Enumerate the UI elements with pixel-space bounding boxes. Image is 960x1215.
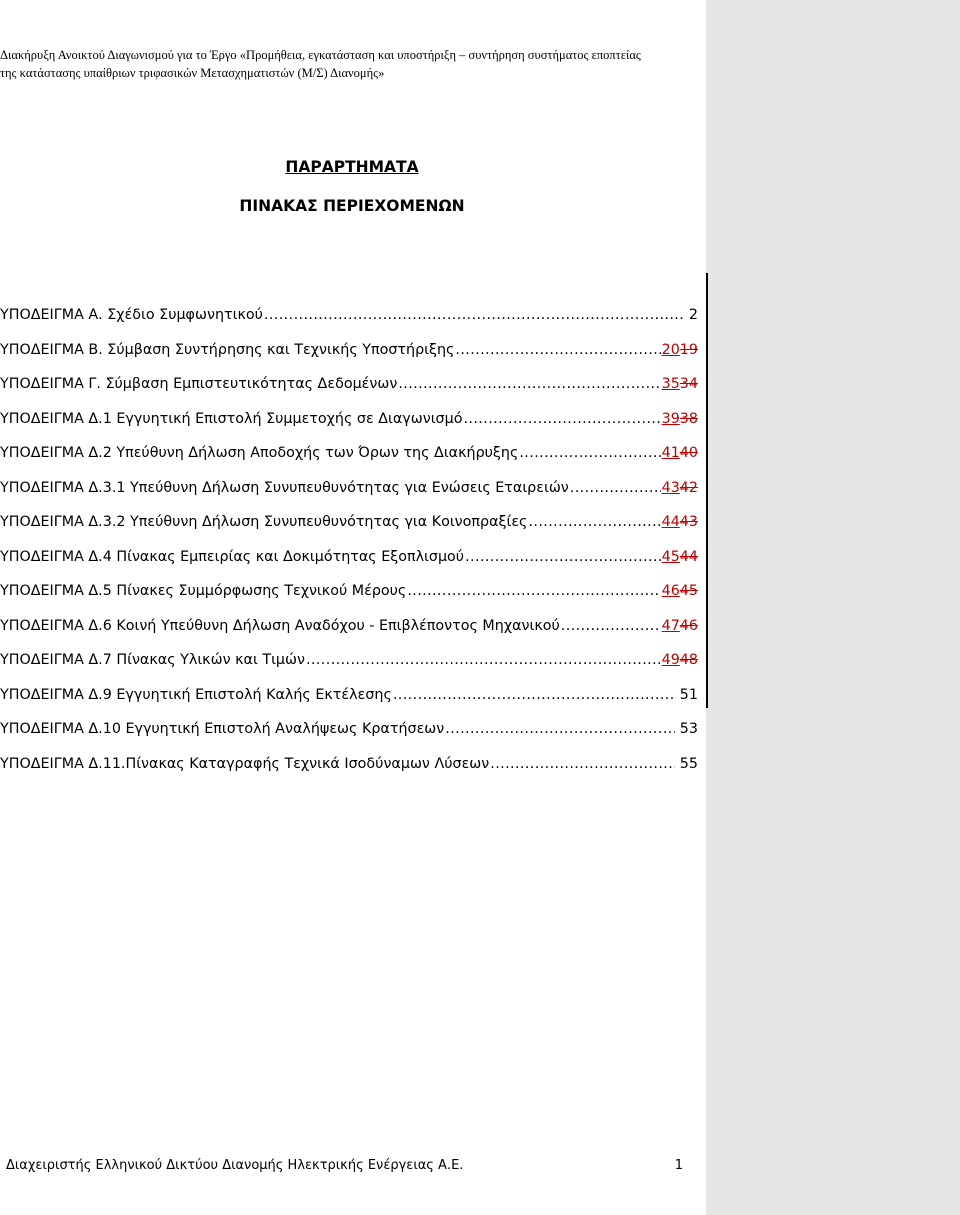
inserted-page-number: 46 (661, 583, 680, 599)
header-line-2: της κατάστασης υπαίθριων τριφασικών Μετασχηματιστών (Μ/Σ) Διανομής» (0, 66, 385, 80)
inserted-page-number: 39 (661, 410, 680, 427)
deleted-page-number: 34 (679, 376, 698, 392)
deleted-page-number: 44 (679, 548, 698, 565)
toc-entry[interactable] (0, 687, 698, 722)
toc-page-number (662, 618, 698, 634)
toc-page-number (662, 549, 698, 565)
toc-entry[interactable] (0, 618, 698, 653)
inserted-page-number: 49 (661, 652, 680, 668)
toc-page-number: 53 (679, 721, 698, 737)
toc-page-number (662, 652, 698, 668)
toc-entry[interactable] (0, 342, 698, 377)
deleted-page-number: 40 (679, 445, 698, 461)
toc-page-number (662, 583, 698, 599)
inserted-page-number: 20 (661, 341, 680, 358)
toc-entry-label: ΥΠΟΔΕΙΓΜΑ Δ.7 Πίνακας Υλικών και Τιμών (0, 652, 305, 668)
toc-dot-leader (519, 445, 660, 461)
toc-dot-leader (528, 514, 660, 530)
toc-entry-label: ΥΠΟΔΕΙΓΜΑ Δ.2 Υπεύθυνη Δήλωση Αποδοχής των Όρων της Διακήρυξης (0, 445, 519, 461)
deleted-page-number: 45 (679, 583, 698, 599)
toc-dot-leader (465, 549, 661, 565)
toc-dot-leader (570, 480, 661, 496)
toc-entry[interactable] (0, 756, 698, 791)
deleted-page-number: 38 (679, 410, 698, 427)
deleted-page-number: 48 (679, 652, 698, 668)
toc-dot-leader (463, 411, 660, 427)
toc-entry[interactable] (0, 307, 698, 342)
comment-margin-panel (706, 0, 960, 1215)
toc-entry[interactable] (0, 721, 698, 756)
toc-dot-leader (455, 342, 660, 358)
toc-page-number (662, 514, 698, 530)
deleted-page-number: 46 (679, 617, 698, 634)
page-title: ΠΑΡΑΡΤΗΜΑΤΑ (285, 158, 419, 176)
toc-entry-label: ΥΠΟΔΕΙΓΜΑ Δ.1 Εγγυητική Επιστολή Συμμετοχής σε Διαγωνισμό (0, 410, 463, 427)
toc-entry-label: ΥΠΟΔΕΙΓΜΑ Δ.3.2 Υπεύθυνη Δήλωση Συνυπευθυνότητας για Κοινοπραξίες (0, 514, 528, 530)
toc-dot-leader (398, 376, 660, 392)
inserted-page-number: 43 (661, 479, 680, 496)
page-footer (0, 1158, 700, 1173)
toc-dot-leader (561, 618, 661, 634)
toc-entry[interactable] (0, 411, 698, 446)
footer-page-number: 1 (674, 1158, 683, 1173)
toc-entry-label: ΥΠΟΔΕΙΓΜΑ Δ.5 Πίνακες Συμμόρφωσης Τεχνικού Μέρους (0, 583, 407, 599)
toc-entry-label: ΥΠΟΔΕΙΓΜΑ Γ. Σύμβαση Εμπιστευτικότητας Δεδομένων (0, 376, 398, 392)
toc-entry[interactable] (0, 480, 698, 515)
toc-entry-label: ΥΠΟΔΕΙΓΜΑ Δ.11.Πίνακας Καταγραφής Τεχνικά Ισοδύναμων Λύσεων (0, 755, 490, 772)
footer-organization: Διαχειριστής Ελληνικού Δικτύου Διανομής Ηλεκτρικής Ενέργειας Α.Ε. (6, 1158, 464, 1173)
toc-entry-label: ΥΠΟΔΕΙΓΜΑ Δ.10 Εγγυητική Επιστολή Αναλήψεως Κρατήσεων (0, 721, 445, 737)
revision-change-bar (706, 273, 708, 708)
toc-dot-leader (490, 756, 675, 772)
toc-entry[interactable] (0, 652, 698, 687)
toc-entry[interactable] (0, 514, 698, 549)
toc-entry[interactable] (0, 445, 698, 480)
toc-page-number (662, 445, 698, 461)
toc-entry-label: ΥΠΟΔΕΙΓΜΑ Δ.9 Εγγυητική Επιστολή Καλής Εκτέλεσης (0, 686, 392, 703)
toc-entry-label: ΥΠΟΔΕΙΓΜΑ Α. Σχέδιο Συμφωνητικού (0, 307, 263, 323)
deleted-page-number: 42 (679, 479, 698, 496)
toc-dot-leader (407, 583, 660, 599)
toc-page-number (662, 411, 698, 427)
inserted-page-number: 47 (661, 617, 680, 634)
toc-dot-leader (393, 687, 675, 703)
table-of-contents (0, 307, 698, 790)
inserted-page-number: 41 (661, 445, 680, 461)
toc-page-number (662, 342, 698, 358)
toc-dot-leader (445, 721, 675, 737)
toc-entry-label: ΥΠΟΔΕΙΓΜΑ Δ.3.1 Υπεύθυνη Δήλωση Συνυπευθυνότητας για Ενώσεις Εταιρειών (0, 479, 569, 496)
toc-page-number: 51 (679, 686, 698, 703)
deleted-page-number: 19 (679, 341, 698, 358)
toc-dot-leader (306, 652, 661, 668)
toc-entry[interactable] (0, 376, 698, 411)
toc-entry-label: ΥΠΟΔΕΙΓΜΑ Δ.4 Πίνακας Εμπειρίας και Δοκιμότητας Εξοπλισμού (0, 548, 465, 565)
toc-page-number: 2 (688, 307, 698, 323)
running-header (0, 46, 704, 82)
toc-entry-label: ΥΠΟΔΕΙΓΜΑ Δ.6 Κοινή Υπεύθυνη Δήλωση Αναδόχου - Επιβλέποντος Μηχανικού (0, 617, 560, 634)
inserted-page-number: 35 (661, 376, 680, 392)
inserted-page-number: 45 (661, 548, 680, 565)
toc-heading: ΠΙΝΑΚΑΣ ΠΕΡΙΕΧΟΜΕΝΩΝ (239, 197, 465, 215)
toc-page-number (662, 376, 698, 392)
inserted-page-number: 44 (661, 514, 680, 530)
toc-page-number (662, 480, 698, 496)
toc-dot-leader (264, 307, 684, 323)
toc-page-number: 55 (679, 755, 698, 772)
deleted-page-number: 43 (679, 514, 698, 530)
toc-entry-label: ΥΠΟΔΕΙΓΜΑ Β. Σύμβαση Συντήρησης και Τεχνικής Υποστήριξης (0, 341, 455, 358)
toc-entry[interactable] (0, 583, 698, 618)
header-line-1: Διακήρυξη Ανοικτού Διαγωνισμού για το Έργο «Προμήθεια, εγκατάσταση και υποστήριξη – συντήρηση συστήματος εποπτείας (0, 48, 641, 62)
toc-entry[interactable] (0, 549, 698, 584)
